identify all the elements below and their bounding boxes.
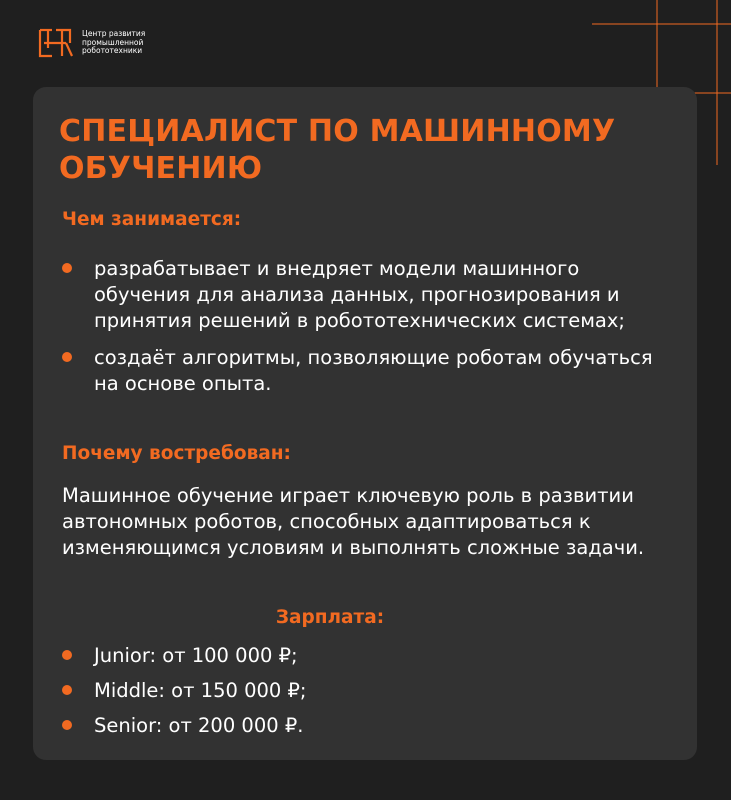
salary-heading: Зарплата: [275,607,385,628]
bullet-dot-icon [62,263,72,273]
salary-item [33,708,673,743]
duties-heading: Чем занимается: [62,209,242,230]
bullet-dot-icon [62,352,72,362]
salary-item-text: Middle: от 150 000 ₽; [94,679,307,702]
duty-item-text: создаёт алгоритмы, позволяющие роботам обучаться на основе опыта. [94,346,653,395]
salary-item-text: Junior: от 100 000 ₽; [94,644,298,667]
info-card [33,87,697,760]
salary-item-text: Senior: от 200 000 ₽. [94,714,304,737]
salary-heading-row [33,607,697,628]
demand-text: Машинное обучение играет ключевую роль в развитии автономных роботов, способных адаптироваться к изменяющимся условиям и выполнять сложные задачи. [62,484,645,559]
brand-logo[interactable] [38,26,145,60]
brand-name-line-1: Центр развития [82,29,146,39]
duties-list [33,256,673,397]
salary-item [33,638,673,673]
duty-item [33,345,673,397]
salary-item [33,673,673,708]
duty-item [33,256,673,334]
brand-name [82,30,145,56]
brand-name-line-3: робототехники [82,46,143,56]
bullet-dot-icon [62,650,72,660]
bullet-dot-icon [62,720,72,730]
demand-heading: Почему востребован: [62,443,291,464]
cpr-monogram-icon [38,26,76,60]
brand-name-line-2: промышленной [82,37,144,47]
page-title: СПЕЦИАЛИСТ ПО МАШИННОМУ ОБУЧЕНИЮ [59,114,616,186]
duty-item-text: разрабатывает и внедряет модели машинного обучения для анализа данных, прогнозирования и принятия решений в робототехнических системах; [94,257,625,332]
bullet-dot-icon [62,685,72,695]
salary-list [33,638,673,743]
